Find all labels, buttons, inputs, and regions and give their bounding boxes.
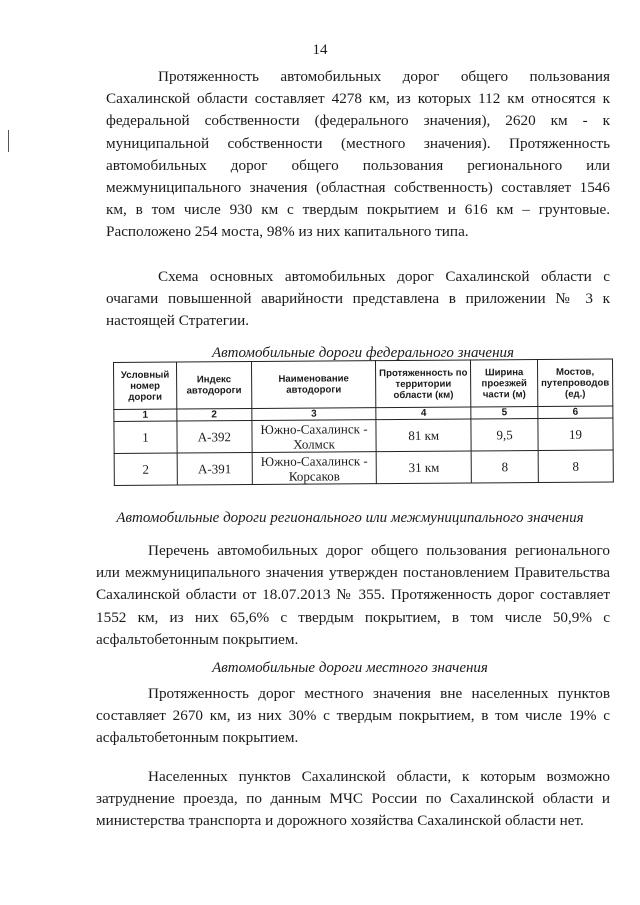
table-row [114,450,613,485]
column-number: 2 [177,409,252,422]
margin-mark [8,130,9,152]
cell-road-length: 31 км [376,451,471,484]
paragraph-settlements: Населенных пунктов Сахалинской области, к которым возможно затруднение проезда, по данным МЧС России по Сахалинской области и министерства транспорта и дорожного хозяйства Сахалинской области нет. [96,768,610,830]
cell-road-width: 8 [471,451,538,483]
header-road-length: Протяженность по территории области (км) [376,360,471,408]
cell-road-index: А-391 [177,453,252,486]
cell-road-number: 2 [114,453,177,485]
cell-road-name: Южно-Сахалинск - Корсаков [252,452,377,485]
column-number: 4 [376,407,471,420]
header-road-name: Наименование автодороги [251,361,376,409]
paragraph-regional-roads: Перечень автомобильных дорог общего пользования регионального или межмуниципального значения утвержден постановлением Правительства Сахалинской области от 18.07.2013 № 355. Протяженность дорог составляет 1552 км, из них 65,6% с твердым покрытием, в том числе 50,9% с асфальтобетонным покрытием. [96,542,610,648]
caption-federal-roads: Автомобильные дороги федерального значения [211,345,514,361]
table-header-row [114,359,613,409]
caption-regional-roads: Автомобильные дороги регионального или межмуниципального значения [116,510,584,526]
cell-bridges: 8 [538,450,613,483]
column-number: 6 [538,406,613,419]
header-road-index: Индекс автодороги [176,362,251,410]
table-row [114,418,613,453]
cell-road-width: 9,5 [471,419,538,451]
cell-road-length: 81 км [376,419,471,452]
paragraph-road-length: Протяженность автомобильных дорог общего пользования Сахалинской области составляет 4278 км, из которых 112 км относятся к федеральной собственности (федерального значения), 2620 км - к муниципальной собственности (местного значения). Протяженность автомобильных дорог общего пользования регионального или межмуниципального значения (областная собственность) составляет 1546 км, в том числе 930 км с твердым покрытием и 616 км – грунтовые. Расположено 254 моста, 98% из них капитального типа. [106,68,610,241]
header-bridges: Мостов, путепроводов (ед.) [537,359,612,407]
caption-local-roads: Автомобильные дороги местного значения [212,660,488,676]
cell-road-number: 1 [114,421,177,453]
cell-road-name: Южно-Сахалинск - Холмск [252,420,377,453]
cell-bridges: 19 [538,418,613,451]
federal-roads-table [113,359,614,486]
column-number: 3 [252,408,377,421]
page-number: 14 [312,42,328,58]
paragraph-local-roads: Протяженность дорог местного значения вне населенных пунктов составляет 2670 км, из них 30% с твердым покрытием, в том числе 19% с асфальтобетонным покрытием. [96,685,610,747]
header-road-number: Условный номер дороги [114,362,177,409]
paragraph-road-scheme: Схема основных автомобильных дорог Сахалинской области с очагами повышенной аварийности представлена в приложении № 3 к настоящей Стратегии. [106,268,610,330]
cell-road-index: А-392 [177,421,252,454]
column-number: 1 [114,409,177,421]
header-road-width: Ширина проезжей части (м) [471,360,538,407]
column-number: 5 [471,407,538,419]
